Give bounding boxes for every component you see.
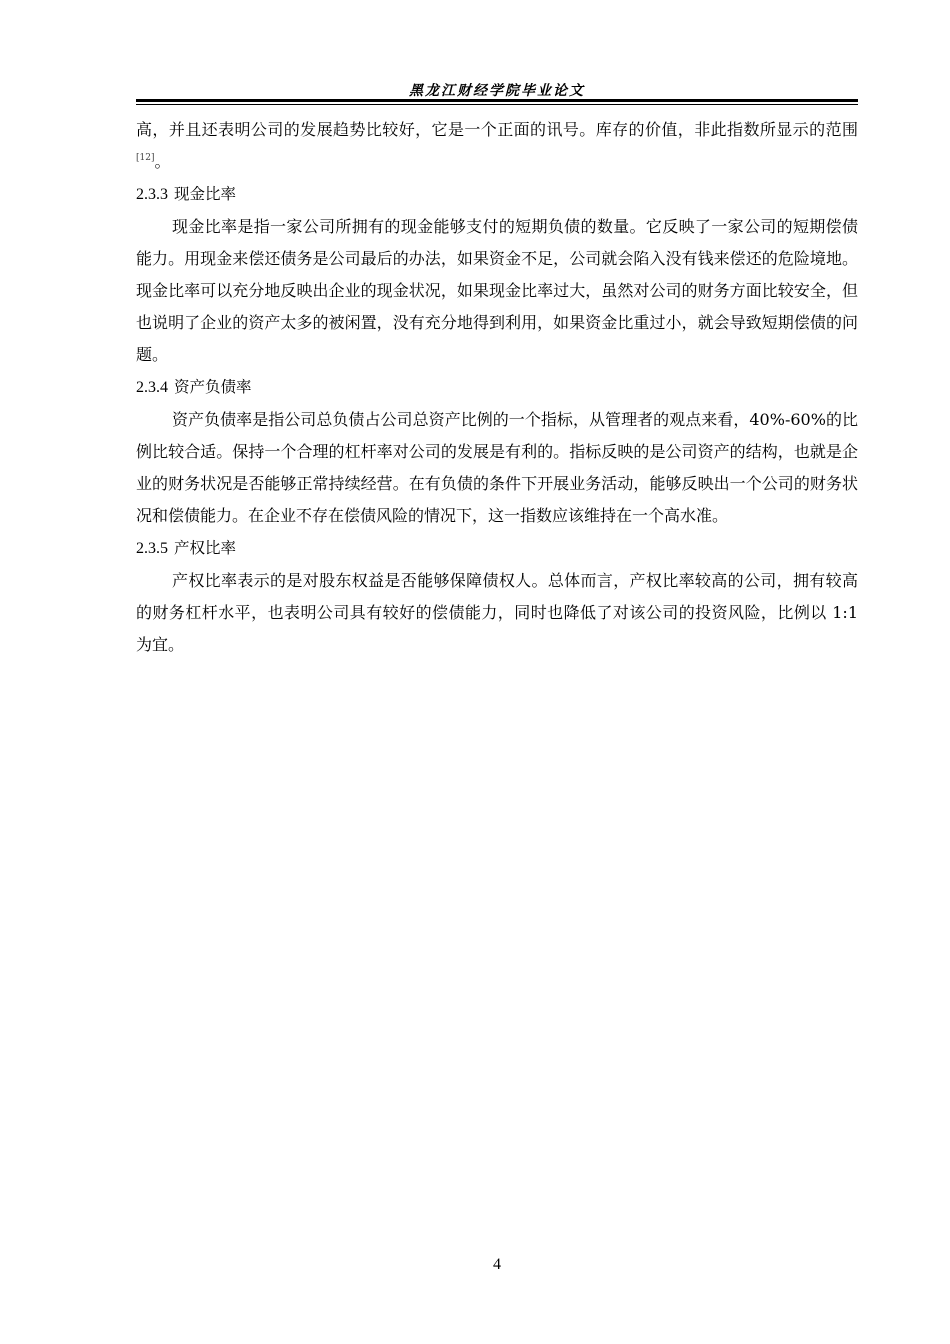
section-title: 资产负债率 [174,378,252,396]
section-heading-2-3-3 [136,178,858,211]
section-title: 产权比率 [174,539,237,557]
citation-ref: [12] [136,153,155,163]
section-heading-2-3-5 [136,532,858,565]
section-number: 2.3.4 [136,379,168,396]
header-rule-thick [136,99,858,102]
continuation-text: 高，并且还表明公司的发展趋势比较好，它是一个正面的讯号。库存的价值，非此指数所显示的范围 [136,120,858,139]
section-number: 2.3.3 [136,186,168,203]
header-title: 黑龙江财经学院毕业论文 [409,83,585,99]
section-heading-2-3-4 [136,371,858,404]
page-number: 4 [493,1256,501,1273]
section-paragraph: 产权比率表示的是对股东权益是否能够保障债权人。总体而言，产权比率较高的公司，拥有较高的财务杠杆水平，也表明公司具有较好的偿债能力，同时也降低了对该公司的投资风险，比例以 1:1 为宜。 [136,571,858,654]
continuation-paragraph [136,114,858,178]
section-paragraph: 现金比率是指一家公司所拥有的现金能够支付的短期负债的数量。它反映了一家公司的短期偿债能力。用现金来偿还债务是公司最后的办法，如果资金不足，公司就会陷入没有钱来偿还的危险境地。现金比率可以充分地反映出企业的现金状况，如果现金比率过大，虽然对公司的财务方面比较安全，但也说明了企业的资产太多的被闲置，没有充分地得到利用，如果资金比重过小，就会导致短期偿债的问题。 [136,217,858,364]
document-body [136,114,858,661]
section-title: 现金比率 [174,185,237,203]
section-paragraph: 资产负债率是指公司总负债占公司总资产比例的一个指标，从管理者的观点来看，40%-60%的比例比较合适。保持一个合理的杠杆率对公司的发展是有利的。指标反映的是公司资产的结构，也就是企业的财务状况是否能够正常持续经营。在有负债的条件下开展业务活动，能够反映出一个公司的财务状况和偿债能力。在企业不存在偿债风险的情况下，这一指数应该维持在一个高水准。 [136,410,858,525]
header-rule-thin [136,104,858,105]
section-number: 2.3.5 [136,540,168,557]
continuation-end: 。 [154,152,171,171]
